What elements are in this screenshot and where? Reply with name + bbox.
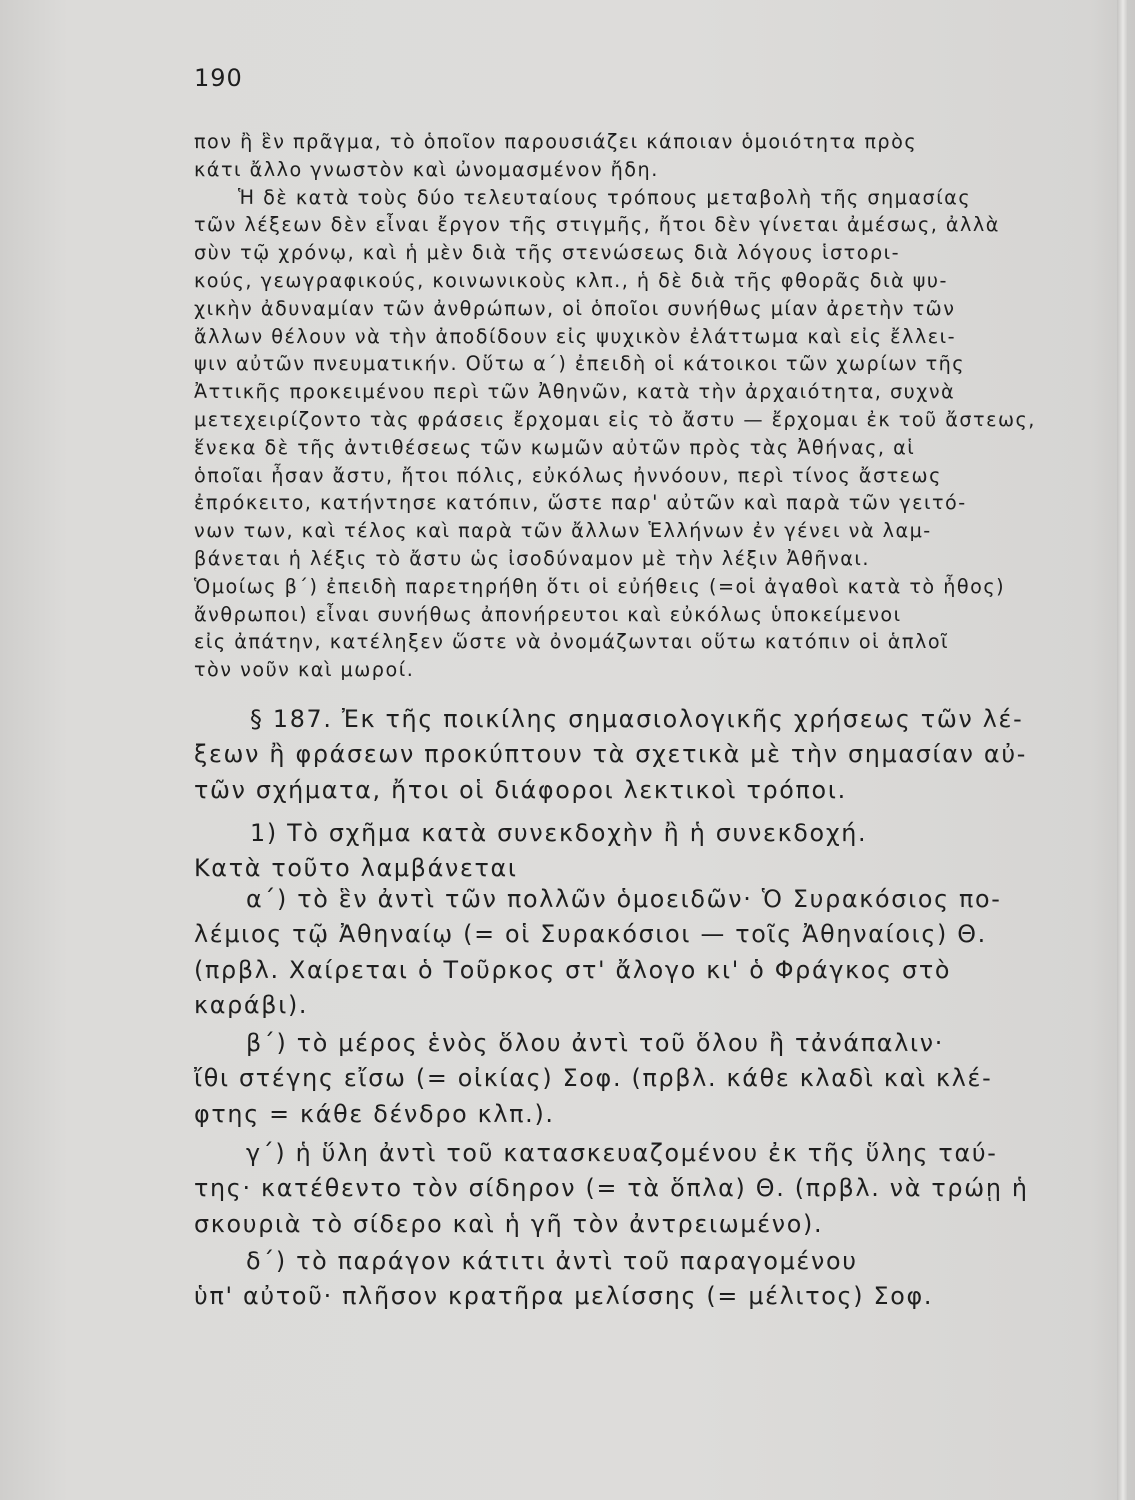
text-line: εἰς ἀπάτην, κατέληξεν ὥστε νὰ ὀνομάζωνται οὕτω κατόπιν οἱ ἁπλοῖ: [194, 630, 950, 654]
page-number: 190: [194, 64, 243, 92]
text-line: νων των, καὶ τέλος καὶ παρὰ τῶν ἄλλων Ἑλλήνων ἐν γένει νὰ λαμ-: [194, 519, 932, 543]
item-delta: [194, 1244, 1086, 1315]
text-line: γ΄) ἡ ὕλη ἀντὶ τοῦ κατασκευαζομένου ἐκ τῆς ὕλης ταύ-: [246, 1139, 998, 1167]
text-line: λέμιος τῷ Ἀθηναίῳ (= οἱ Συρακόσιοι — τοῖς Ἀθηναίοις) Θ.: [194, 920, 987, 949]
text-line: ψιν αὐτῶν πνευματικήν. Οὕτω α΄) ἐπειδὴ οἱ κάτοικοι τῶν χωρίων τῆς: [194, 352, 966, 376]
text-line: ἕνεκα δὲ τῆς ἀντιθέσεως τῶν κωμῶν αὐτῶν πρὸς τὰς Ἀθήνας, αἱ: [194, 435, 916, 459]
text-line: σὺν τῷ χρόνῳ, καὶ ἡ μὲν διὰ τῆς στενώσεως διὰ λόγους ἱστορι-: [194, 241, 901, 265]
text-line: Ὁμοίως β΄) ἐπειδὴ παρετηρήθη ὅτι οἱ εὐήθεις (=οἱ ἀγαθοὶ κατὰ τὸ ἦθος): [194, 574, 1006, 598]
section-187: [194, 702, 1086, 808]
item-beta: [194, 1026, 1086, 1132]
text-line: βάνεται ἡ λέξις τὸ ἄστυ ὡς ἰσοδύναμον μὲ τὴν λέξιν Ἀθῆναι.: [194, 546, 870, 570]
text-line: 1) Τὸ σχῆμα κατὰ συνεκδοχὴν ἢ ἡ συνεκδοχή.: [250, 819, 868, 847]
text-line: ξεων ἢ φράσεων προκύπτουν τὰ σχετικὰ μὲ τὴν σημασίαν αὐ-: [194, 740, 1028, 769]
text-line: α΄) τὸ ἓν ἀντὶ τῶν πολλῶν ὁμοειδῶν· Ὁ Συρακόσιος πο-: [246, 885, 1002, 913]
text-line: Ἡ δὲ κατὰ τοὺς δύο τελευταίους τρόπους μεταβολὴ τῆς σημασίας: [238, 185, 972, 209]
text-line: τῶν σχήματα, ἤτοι οἱ διάφοροι λεκτικοὶ τρόποι.: [194, 775, 847, 804]
text-line: πον ἢ ἓν πρᾶγμα, τὸ ὁποῖον παρουσιάζει κάποιαν ὁμοιότητα πρὸς: [194, 130, 918, 153]
text-line: της· κατέθεντο τὸν σίδηρον (= τὰ ὅπλα) Θ. (πρβλ. νὰ τρώῃ ἡ: [194, 1174, 1029, 1203]
text-line: ἐπρόκειτο, κατήντησε κατόπιν, ὥστε παρ' αὐτῶν καὶ παρὰ τῶν γειτό-: [194, 491, 967, 515]
text-line: ἴθι στέγης εἴσω (= οἰκίας) Σοφ. (πρβλ. κάθε κλαδὶ καὶ κλέ-: [194, 1064, 993, 1093]
text-line: κάτι ἄλλο γνωστὸν καὶ ὠνομασμένον ἤδη.: [194, 157, 659, 181]
text-line: κούς, γεωγραφικούς, κοινωνικοὺς κλπ., ἡ δὲ διὰ τῆς φθορᾶς διὰ ψυ-: [194, 268, 948, 292]
text-line: ἄνθρωποι) εἶναι συνήθως ἀπονήρευτοι καὶ εὐκόλως ὑποκείμενοι: [194, 602, 902, 626]
text-line: § 187. Ἐκ τῆς ποικίλης σημασιολογικῆς χρήσεως τῶν λέ-: [250, 705, 1024, 733]
text-line: Κατὰ τοῦτο λαμβάνεται: [194, 854, 518, 883]
text-line: καράβι).: [194, 991, 309, 1020]
text-line: β΄) τὸ μέρος ἑνὸς ὅλου ἀντὶ τοῦ ὅλου ἢ τἀνάπαλιν·: [246, 1029, 944, 1057]
text-line: ἄλλων θέλουν νὰ τὴν ἀποδίδουν εἰς ψυχικὸν ἐλάττωμα καὶ εἰς ἔλλει-: [194, 324, 956, 348]
text-line: ὁποῖαι ἦσαν ἄστυ, ἤτοι πόλις, εὐκόλως ἠννόουν, περὶ τίνος ἄστεως: [194, 463, 942, 487]
item-synecdoche: [194, 816, 1086, 887]
text-line: Ἀττικῆς προκειμένου περὶ τῶν Ἀθηνῶν, κατὰ τὴν ἀρχαιότητα, συχνὰ: [194, 380, 956, 404]
text-line: δ΄) τὸ παράγον κάτιτι ἀντὶ τοῦ παραγομένου: [246, 1247, 858, 1275]
text-line: χικὴν ἀδυναμίαν τῶν ἀνθρώπων, οἱ ὁποῖοι συνήθως μίαν ἀρετὴν τῶν: [194, 296, 956, 320]
text-line: μετεχειρίζοντο τὰς φράσεις ἔρχομαι εἰς τὸ ἄστυ — ἔρχομαι ἐκ τοῦ ἄστεως,: [194, 407, 1036, 431]
page-edge: [1117, 0, 1127, 1500]
text-line: ὑπ' αὐτοῦ· πλῆσον κρατῆρα μελίσσης (= μέλιτος) Σοφ.: [194, 1282, 934, 1311]
text-line: σκουριὰ τὸ σίδερο καὶ ἡ γῆ τὸν ἀντρειωμένο).: [194, 1209, 824, 1238]
text-line: τὸν νοῦν καὶ μωροί.: [194, 658, 415, 682]
item-alpha: [194, 882, 1086, 1024]
text-line: (πρβλ. Χαίρεται ὁ Τοῦρκος στ' ἄλογο κι' ὁ Φράγκος στὸ: [194, 955, 952, 984]
item-gamma: [194, 1136, 1086, 1242]
text-line: φτης = κάθε δένδρο κλπ.).: [194, 1099, 555, 1128]
text-line: τῶν λέξεων δὲν εἶναι ἔργον τῆς στιγμῆς, ἤτοι δὲν γίνεται ἀμέσως, ἀλλὰ: [194, 213, 1000, 237]
paragraph-semantic-change: [194, 128, 1086, 684]
